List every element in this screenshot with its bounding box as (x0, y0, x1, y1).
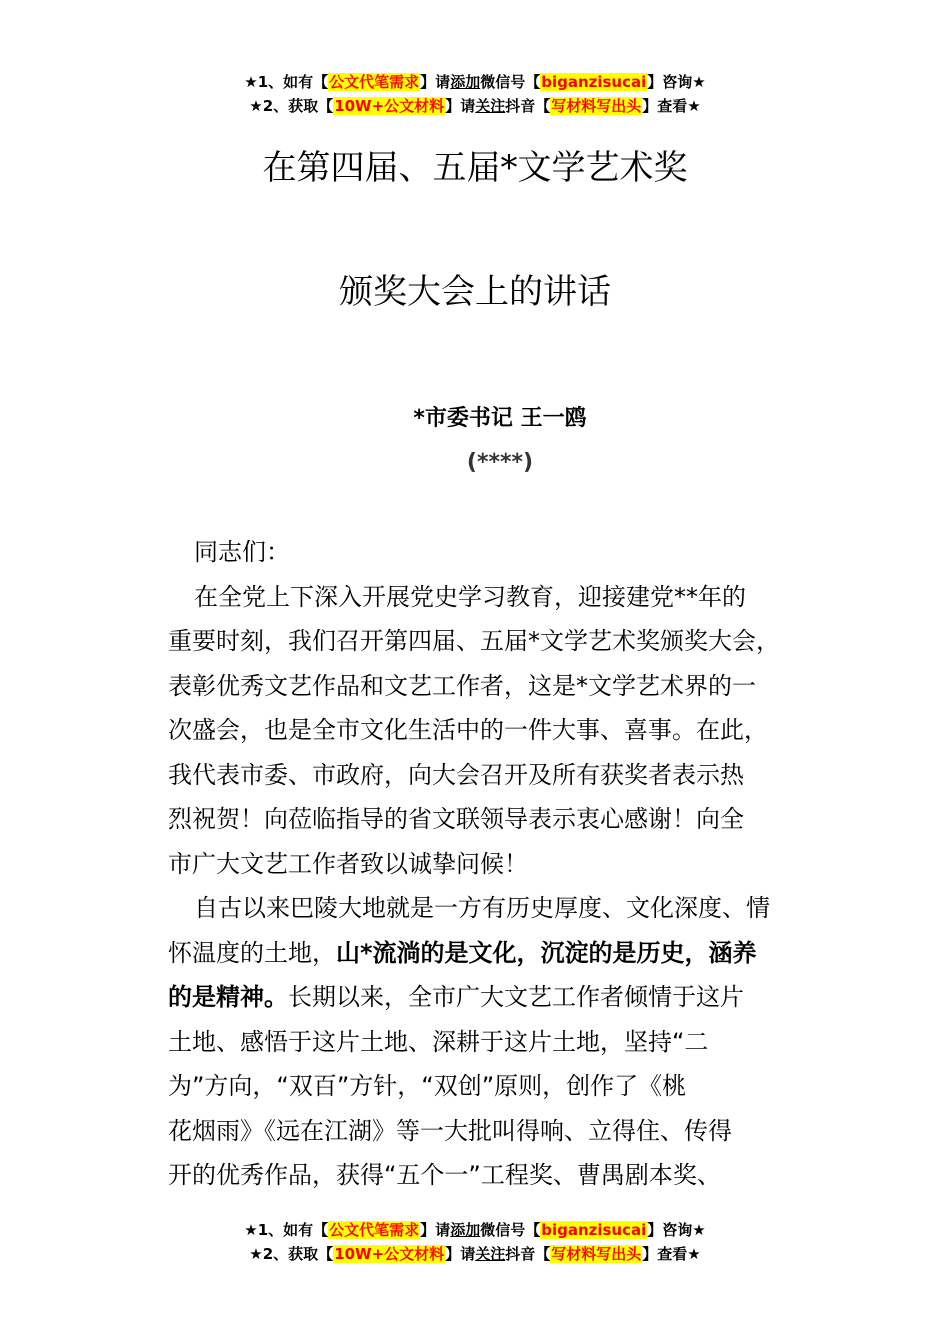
banner-highlight: 10W+公文材料 (334, 97, 445, 115)
header-banner (0, 70, 950, 118)
banner-text: 】查看★ (642, 1245, 701, 1263)
banner-highlight: biganzisucai (541, 73, 647, 91)
plain-text: 长期以来，全市广大文艺工作者倾情于这片 (288, 983, 744, 1011)
paragraph-line: 次盛会，也是全市文化生活中的一件大事、喜事。在此， (168, 716, 768, 744)
banner-highlight: 写材料写出头 (551, 1245, 642, 1263)
date-line: (****) (466, 450, 534, 475)
paragraph-line: 重要时刻，我们召开第四届、五届*文学艺术奖颁奖大会， (168, 627, 780, 655)
banner-underline: 添加 (450, 73, 481, 91)
banner-text: 抖音【 (505, 1245, 551, 1263)
document-title-line-1: 在第四届、五届*文学艺术奖 (262, 148, 688, 188)
paragraph-line: 为”方向，“双百”方针，“双创”原则，创作了《桃 (168, 1072, 687, 1100)
plain-text: 怀温度的土地， (168, 938, 336, 967)
banner-text: ★2、获取【 (249, 97, 334, 115)
banner-highlight: 公文代笔需求 (329, 1221, 420, 1239)
banner-text: 微信号【 (480, 1221, 541, 1239)
banner-text: 】查看★ (642, 97, 701, 115)
paragraph-line: 开的优秀作品，获得“五个一”工程奖、曹禺剧本奖、 (168, 1161, 721, 1189)
bold-text: 的是精神。 (168, 983, 288, 1011)
bold-text: 山*流淌的是文化，沉淀的是历史，涵养 (336, 938, 757, 967)
banner-highlight: biganzisucai (541, 1221, 647, 1239)
banner-text: 】请 (420, 73, 451, 91)
banner-highlight: 写材料写出头 (551, 97, 642, 115)
banner-highlight: 公文代笔需求 (329, 73, 420, 91)
banner-text: ★1、如有【 (244, 73, 329, 91)
paragraph-line: 花烟雨》《远在江湖》等一大批叫得响、立得住、传得 (168, 1116, 732, 1145)
banner-text: 】请 (445, 1245, 476, 1263)
banner-underline: 添加 (450, 1221, 481, 1239)
banner-text: 】咨询★ (647, 73, 706, 91)
salutation: 同志们： (194, 538, 290, 566)
paragraph-line: 在全党上下深入开展党史学习教育，迎接建党**年的 (194, 582, 746, 611)
banner-text: 】请 (445, 97, 476, 115)
banner-text: 】请 (420, 1221, 451, 1239)
banner-line-2 (0, 1242, 950, 1266)
banner-line-1 (0, 1218, 950, 1242)
banner-line-1 (0, 70, 950, 94)
footer-banner (0, 1218, 950, 1266)
author-line: *市委书记 王一鸥 (413, 406, 587, 431)
paragraph-line (168, 931, 828, 976)
paragraph-line (168, 975, 828, 1020)
banner-line-2 (0, 94, 950, 118)
banner-underline: 关注 (475, 1245, 506, 1263)
document-body (168, 530, 828, 1198)
paragraph-line: 我代表市委、市政府，向大会召开及所有获奖者表示热 (168, 760, 744, 789)
paragraph-line: 土地、感悟于这片土地、深耕于这片土地，坚持“二 (168, 1027, 709, 1056)
banner-text: ★1、如有【 (244, 1221, 329, 1239)
paragraph-line: 烈祝贺！向莅临指导的省文联领导表示衷心感谢！向全 (168, 805, 744, 833)
paragraph-line: 自古以来巴陵大地就是一方有历史厚度、文化深度、情 (194, 894, 770, 922)
document-title-line-2: 颁奖大会上的讲话 (339, 272, 611, 312)
banner-text: ★2、获取【 (249, 1245, 334, 1263)
banner-highlight: 10W+公文材料 (334, 1245, 445, 1263)
banner-underline: 关注 (475, 97, 506, 115)
banner-text: 微信号【 (480, 73, 541, 91)
banner-text: 】咨询★ (647, 1221, 706, 1239)
paragraph-line: 市广大文艺工作者致以诚挚问候！ (168, 849, 528, 878)
banner-text: 抖音【 (505, 97, 551, 115)
paragraph-line: 表彰优秀文艺作品和文艺工作者，这是*文学艺术界的一 (168, 671, 756, 700)
